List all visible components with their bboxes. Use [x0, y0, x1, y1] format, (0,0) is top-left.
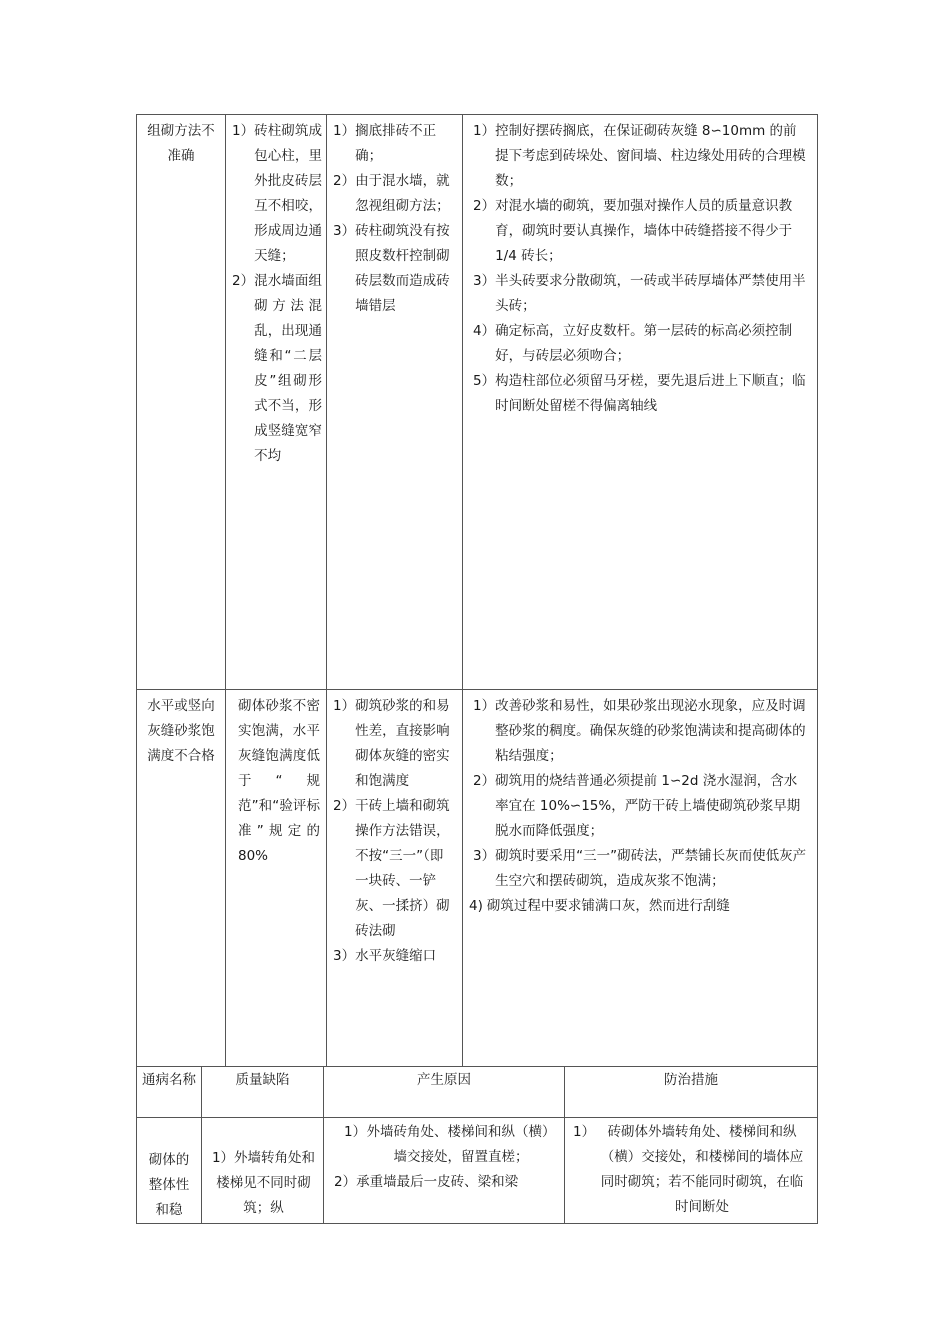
defect-name-cell — [137, 690, 226, 1067]
item-text: 砌筑用的烧结普通必须提前 1∽2d 浇水湿润，含水率宜在 10%∽15%，严防干砖上墙使砌筑砂浆早期脱水而降低强度； — [495, 773, 801, 839]
item-text: 构造柱部位必须留马牙槎，要先退后进上下顺直；临时间断处留槎不得偏离轴线 — [495, 373, 806, 414]
table-row — [137, 115, 818, 690]
item-number: 1） — [333, 698, 356, 714]
item-text: 对混水墙的砌筑，要加强对操作人员的质量意识教育，砌筑时要认真操作，墙体中砖缝搭接不得少于 1/4 砖长； — [495, 198, 793, 264]
list-item — [473, 369, 809, 419]
list-item — [333, 694, 456, 794]
header-cell — [324, 1067, 565, 1118]
item-text: 半头砖要求分散砌筑，一砖或半砖厚墙体严禁使用半头砖； — [495, 273, 806, 314]
list-item — [473, 269, 809, 319]
item-number: 1） — [473, 698, 496, 714]
item-text: 干砖上墙和砌筑操作方法错误，不按“三一”（即一块砖、一铲灰、一揉挤）砌砖法砌 — [355, 798, 450, 939]
defect-name-cell — [137, 1118, 202, 1224]
list-item — [333, 119, 456, 169]
list-item — [469, 844, 809, 894]
item-number: 3） — [473, 848, 496, 864]
list-item — [473, 119, 809, 194]
header-cell — [137, 1067, 202, 1118]
list-item — [469, 894, 809, 919]
item-text: 砌筑砂浆的和易性差，直接影响砌体灰缝的密实和饱满度 — [355, 698, 450, 789]
defect-name: 砌体的整体性和稳 — [148, 1152, 190, 1218]
item-number: 1） — [344, 1124, 367, 1140]
item-number: 5） — [473, 373, 496, 389]
list-item — [573, 1120, 809, 1220]
header-cause: 产生原因 — [417, 1072, 471, 1088]
item-text: 由于混水墙，就忽视组砌方法； — [355, 173, 450, 214]
table-header-row — [137, 1067, 818, 1118]
item-number: 3） — [333, 223, 356, 239]
quality-defect-cell — [226, 115, 327, 690]
item-number: 1） — [573, 1124, 596, 1140]
item-text: 砌筑过程中要求铺满口灰，然而进行刮缝 — [486, 898, 730, 914]
defects-table-upper — [136, 114, 818, 1067]
measure-cell — [565, 1118, 818, 1224]
list-item — [333, 794, 456, 944]
quality-defect-cell — [226, 690, 327, 1067]
table-row — [137, 690, 818, 1067]
item-number: 2） — [334, 1174, 357, 1190]
list-item — [469, 694, 809, 769]
item-number: 2） — [473, 198, 496, 214]
item-number: 3） — [473, 273, 496, 289]
list-item — [473, 194, 809, 269]
defect-name: 水平或竖向灰缝砂浆饱满度不合格 — [147, 698, 215, 764]
item-number: 2） — [333, 173, 356, 189]
cause-cell — [327, 115, 463, 690]
item-number: 2） — [333, 798, 356, 814]
list-item — [469, 769, 809, 844]
item-text: 砖砌体外墙转角处、楼梯间和纵（横）交接处，和楼梯间的墙体应同时砌筑；若不能同时砌筑，在临时间断处 — [600, 1124, 804, 1215]
list-item — [333, 219, 456, 319]
item-number: 3） — [333, 948, 356, 964]
list-item — [333, 944, 456, 969]
header-cell — [565, 1067, 818, 1118]
item-text: 砌筑时要采用“三一”砌砖法，严禁铺长灰而使低灰产生空穴和摆砖砌筑，造成灰浆不饱满； — [495, 848, 807, 889]
item-number: 2） — [473, 773, 496, 789]
item-number: 2） — [232, 273, 255, 289]
measure-cell — [463, 115, 818, 690]
defect-name-cell — [137, 115, 226, 690]
item-number: 4） — [473, 323, 496, 339]
item-number: 1） — [473, 123, 496, 139]
item-text: 控制好摆砖搁底，在保证砌砖灰缝 8∽10mm 的前提下考虑到砖垛处、窗间墙、柱边缘处用砖的合理模数； — [495, 123, 806, 189]
item-text: 水平灰缝缩口 — [355, 948, 437, 964]
item-text: 混水墙面组砌方法混乱，出现通缝和“二层皮”组砌形式不当，形成竖缝宽窄不均 — [254, 273, 322, 464]
defect-text: 1）外墙转角处和楼梯见不同时砌筑；纵 — [211, 1150, 316, 1216]
item-text: 砖柱砌筑成包心柱，里外批皮砖层互不相咬，形成周边通天缝； — [254, 123, 322, 264]
list-item — [232, 269, 322, 469]
list-item — [333, 169, 456, 219]
item-text: 承重墙最后一皮砖、梁和梁 — [356, 1174, 519, 1190]
measure-cell — [463, 690, 818, 1067]
quality-defect-cell — [202, 1118, 324, 1224]
item-text: 搁底排砖不正确； — [355, 123, 437, 164]
header-name: 通病名称 — [142, 1072, 196, 1088]
item-text: 外墙砖角处、楼梯间和纵（横）墙交接处，留置直槎； — [366, 1124, 556, 1165]
header-measure: 防治措施 — [664, 1072, 718, 1088]
table-row — [137, 1118, 818, 1224]
header-defect: 质量缺陷 — [235, 1072, 290, 1088]
item-text: 确定标高，立好皮数杆。第一层砖的标高必须控制好，与砖层必须吻合； — [495, 323, 793, 364]
header-cell — [202, 1067, 324, 1118]
list-item — [334, 1170, 556, 1195]
item-text: 砖柱砌筑没有按照皮数杆控制砌砖层数而造成砖墙错层 — [355, 223, 450, 314]
item-number: 4) — [469, 898, 483, 914]
list-item — [334, 1120, 556, 1170]
defect-name: 组砌方法不准确 — [147, 123, 215, 164]
cause-cell — [327, 690, 463, 1067]
cause-cell — [324, 1118, 565, 1224]
defect-text: 砌体砂浆不密实饱满，水平灰缝饱满度低于“规范”和“验评标准”规定的 80% — [238, 698, 320, 864]
defects-table-lower — [136, 1066, 818, 1224]
item-number: 1） — [333, 123, 356, 139]
item-text: 改善砂浆和易性，如果砂浆出现泌水现象，应及时调整砂浆的稠度。确保灰缝的砂浆饱满读和提高砌体的粘结强度； — [495, 698, 806, 764]
item-number: 1） — [232, 123, 255, 139]
list-item — [232, 119, 322, 269]
list-item — [473, 319, 809, 369]
